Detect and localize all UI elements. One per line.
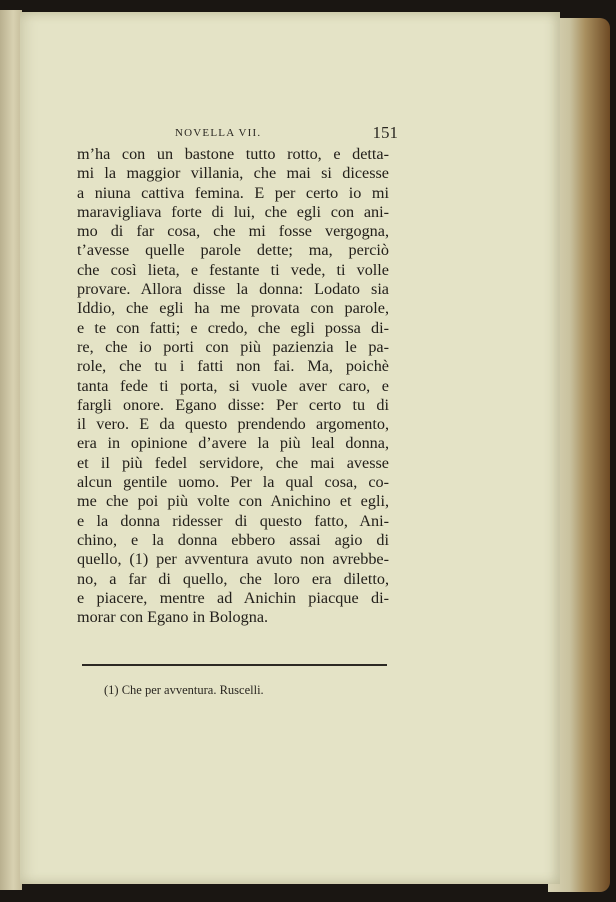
text-line: Iddio, che egli ha me provata con parole, (77, 299, 389, 318)
text-line: e te con fatti; e credo, che egli possa di- (77, 318, 389, 337)
text-line: che così lieta, e festante ti vede, ti volle (77, 260, 389, 279)
text-line: era in opinione d’avere la più leal donna, (77, 434, 389, 453)
text-line: e piacere, mentre ad Anichin piacque di- (77, 588, 389, 607)
text-line: alcun gentile uomo. Per la qual cosa, co- (77, 473, 389, 492)
running-title: NOVELLA VII. (175, 127, 262, 139)
text-line: a niuna cattiva femina. E per certo io mi (77, 183, 389, 202)
page-number: 151 (372, 123, 398, 142)
text-line: mo di far cosa, che mi fosse vergogna, (77, 222, 389, 241)
text-line: tanta fede ti porta, si vuole aver caro, e (77, 376, 389, 395)
text-line: maravigliava forte di lui, che egli con ani- (77, 202, 389, 221)
text-line: me che poi più volte con Anichino et egli, (77, 492, 389, 511)
text-line: et il più fedel servidore, che mai avesse (77, 453, 389, 472)
text-line: provare. Allora disse la donna: Lodato sia (77, 280, 389, 299)
text-line: il vero. E da questo prendendo argomento, (77, 415, 389, 434)
body-text (77, 145, 389, 627)
running-head (148, 123, 398, 145)
text-line: re, che io porti con più pazienzia le pa- (77, 337, 389, 356)
text-line: t’avesse quelle parole dette; ma, perciò (77, 241, 389, 260)
text-line: m’ha con un bastone tutto rotto, e detta- (77, 145, 389, 163)
text-line: role, che tu i fatti non fai. Ma, poichè (77, 357, 389, 376)
text-line: morar con Egano in Bologna. (77, 608, 269, 627)
text-line: e la donna ridesser di questo fatto, Ani- (77, 511, 389, 530)
text-line: mi la maggior villania, che mai si dicesse (77, 164, 389, 183)
text-line: fargli onore. Egano disse: Per certo tu di (77, 395, 389, 414)
text-line: quello, (1) per avventura avuto non avrebbe- (77, 550, 389, 569)
text-line: chino, e la donna ebbero assai agio di (77, 530, 389, 549)
text-line: no, a far di quello, che loro era diletto, (77, 569, 389, 588)
footnote-rule (82, 664, 387, 666)
left-page-edge (0, 10, 22, 890)
footnote: (1) Che per avventura. Ruscelli. (104, 683, 264, 697)
